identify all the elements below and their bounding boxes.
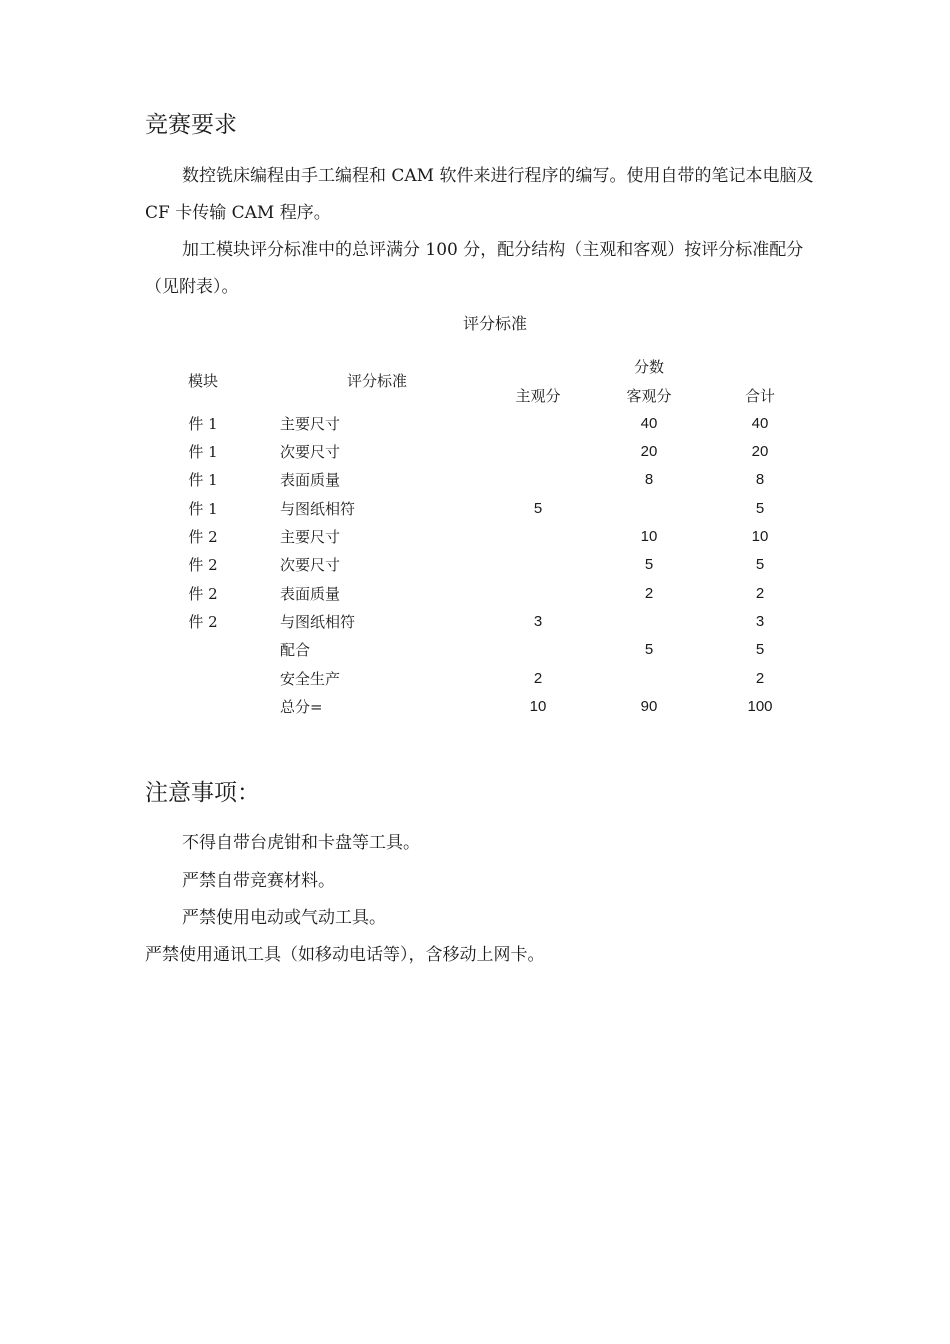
cell-objective: 5 <box>644 556 654 573</box>
paragraph-programming: 数控铣床编程由手工编程和 CAM 软件来进行程序的编写。使用自带的笔记本电脑及 CF 卡传输 CAM 程序。 <box>145 166 814 223</box>
cell-criteria: 与图纸相符 <box>280 500 356 518</box>
cell-total: 5 <box>755 556 765 573</box>
header-total: 合计 <box>744 387 775 405</box>
cell-criteria: 主要尺寸 <box>280 415 341 433</box>
cell-criteria: 表面质量 <box>280 471 341 489</box>
note-item: 严禁使用通讯工具（如移动电话等），含移动上网卡。 <box>145 945 545 965</box>
cell-module: 件 2 <box>188 613 218 631</box>
cell-total: 3 <box>755 613 765 630</box>
header-objective: 客观分 <box>626 387 672 405</box>
cell-objective: 2 <box>644 585 654 602</box>
header-module: 模块 <box>187 372 218 390</box>
table-caption: 评分标准 <box>462 314 527 333</box>
section-title-notes: 注意事项： <box>145 780 260 806</box>
cell-criteria: 表面质量 <box>280 585 341 603</box>
cell-objective: 90 <box>640 698 658 715</box>
cell-module: 件 1 <box>188 500 218 518</box>
note-item: 严禁自带竞赛材料。 <box>182 871 335 891</box>
header-score-group: 分数 <box>633 358 664 376</box>
cell-module: 件 1 <box>188 471 218 489</box>
cell-objective: 20 <box>640 443 658 460</box>
cell-total: 2 <box>755 585 765 602</box>
note-item: 不得自带台虎钳和卡盘等工具。 <box>182 833 420 853</box>
cell-module: 件 1 <box>188 415 218 433</box>
cell-total: 8 <box>755 471 765 488</box>
section-title-requirements: 竞赛要求 <box>145 112 237 138</box>
cell-total: 5 <box>755 641 765 658</box>
cell-subjective: 5 <box>533 500 543 517</box>
cell-criteria: 配合 <box>280 641 311 659</box>
cell-total: 10 <box>751 528 769 545</box>
cell-total: 2 <box>755 670 765 687</box>
cell-criteria: 主要尺寸 <box>280 528 341 546</box>
cell-objective: 8 <box>644 471 654 488</box>
cell-subjective: 10 <box>529 698 547 715</box>
cell-criteria: 安全生产 <box>280 670 341 688</box>
cell-total: 100 <box>747 698 773 715</box>
cell-subjective: 3 <box>533 613 543 630</box>
header-subjective: 主观分 <box>515 387 561 405</box>
cell-module: 件 2 <box>188 556 218 574</box>
cell-criteria: 总分= <box>280 698 323 716</box>
note-item: 严禁使用电动或气动工具。 <box>182 908 386 928</box>
cell-total: 5 <box>755 500 765 517</box>
cell-criteria: 次要尺寸 <box>280 443 341 461</box>
cell-objective: 5 <box>644 641 654 658</box>
header-criteria: 评分标准 <box>346 372 407 390</box>
cell-objective: 40 <box>640 415 658 432</box>
cell-total: 20 <box>751 443 769 460</box>
cell-subjective: 2 <box>533 670 543 687</box>
cell-module: 件 2 <box>188 528 218 546</box>
cell-module: 件 2 <box>188 585 218 603</box>
cell-objective: 10 <box>640 528 658 545</box>
cell-criteria: 次要尺寸 <box>280 556 341 574</box>
cell-module: 件 1 <box>188 443 218 461</box>
paragraph-scoring: 加工模块评分标准中的总评满分 100 分，配分结构（主观和客观）按评分标准配分（见附表）。 <box>145 240 804 297</box>
cell-total: 40 <box>751 415 769 432</box>
cell-criteria: 与图纸相符 <box>280 613 356 631</box>
